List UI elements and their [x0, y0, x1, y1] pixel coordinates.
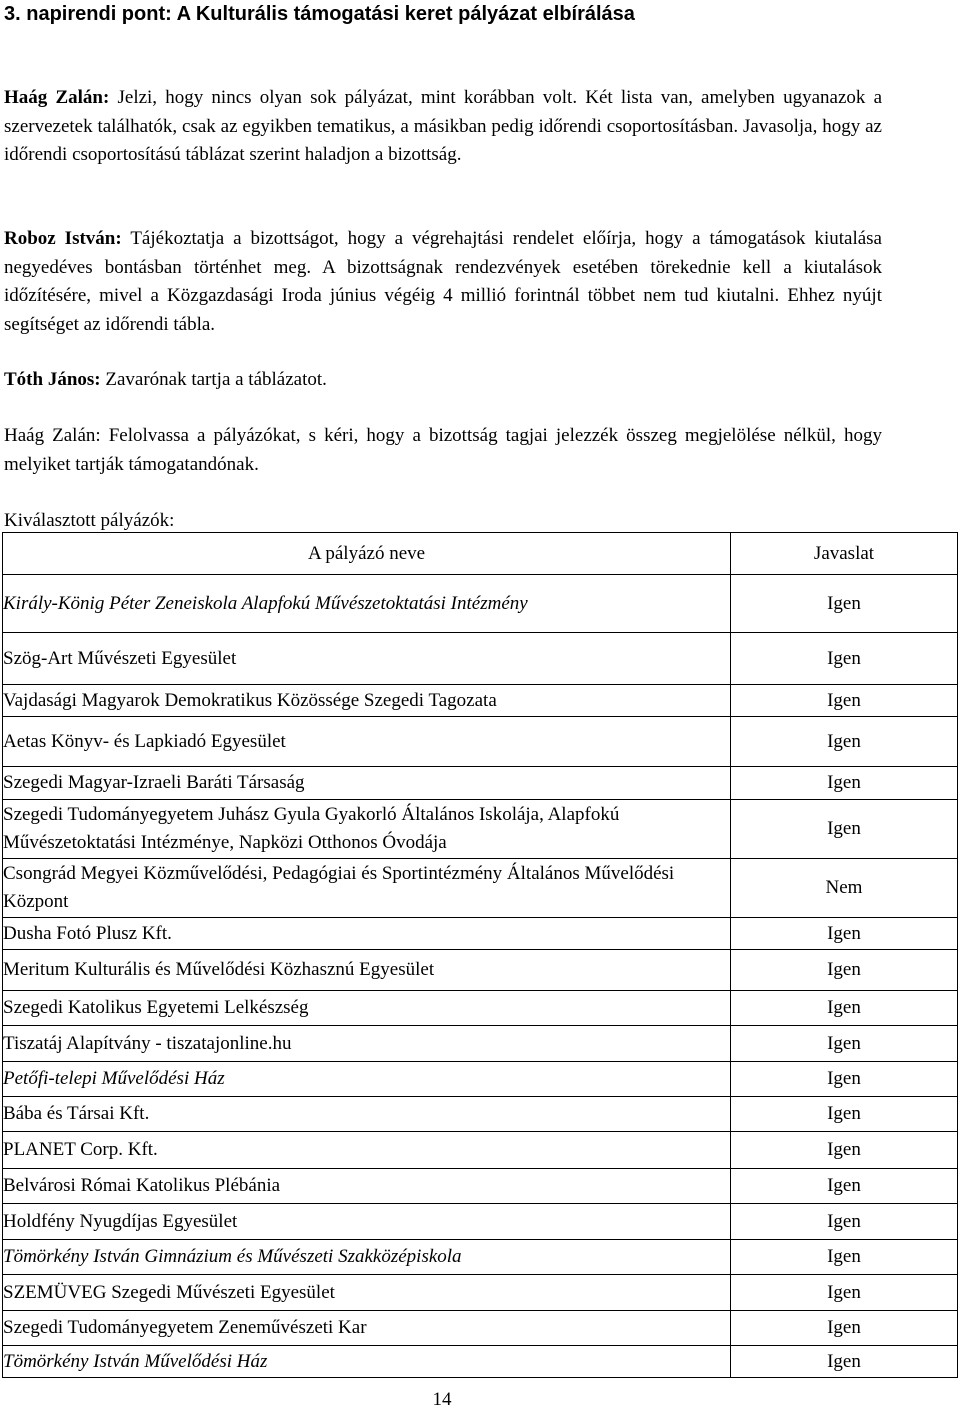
paragraph-text: Jelzi, hogy nincs olyan sok pályázat, mint korábban volt. Két lista van, amelyben ugyanazok a szervezetek találhatók, csak az egyikben tematikus, a másikban pedig időrendi csoportosításban. Javasolja, hogy az időrendi csoportosítású táblázat szerint haladjon a bizottság.	[4, 87, 883, 165]
paragraph-text: : Felolvassa a pályázókat, s kéri, hogy a bizottság tagjai jelezzék összeg megjelölése nélkül, hogy melyiket tartják támogatandónak.	[4, 425, 882, 475]
proposal-value: Igen	[731, 1132, 958, 1169]
table-row	[3, 1204, 958, 1240]
proposal-value: Igen	[731, 767, 958, 800]
applicant-name: Tömörkény István Művelődési Ház	[3, 1346, 731, 1378]
applicant-name: SZEMÜVEG Szegedi Művészeti Egyesület	[3, 1275, 731, 1311]
proposal-value: Igen	[731, 1204, 958, 1240]
proposal-value: Igen	[731, 800, 958, 859]
table-row	[3, 800, 958, 859]
proposal-value: Nem	[731, 859, 958, 918]
paragraph-toth	[4, 366, 882, 395]
paragraph-haag-1	[4, 84, 882, 170]
table-row	[3, 633, 958, 685]
proposal-value: Igen	[731, 1240, 958, 1275]
applicant-name: PLANET Corp. Kft.	[3, 1132, 731, 1169]
table-row	[3, 1097, 958, 1132]
table-row	[3, 717, 958, 767]
applicants-table	[2, 532, 958, 1378]
table-row	[3, 1275, 958, 1311]
table-row	[3, 1062, 958, 1097]
table-row	[3, 859, 958, 918]
table-header-row	[3, 533, 958, 575]
applicant-name: Király-König Péter Zeneiskola Alapfokú Művészetoktatási Intézmény	[3, 575, 731, 633]
paragraph-text: Zavarónak tartja a táblázatot.	[100, 369, 327, 390]
proposal-value: Igen	[731, 950, 958, 991]
proposal-value: Igen	[731, 1311, 958, 1346]
proposal-value: Igen	[731, 633, 958, 685]
applicant-name: Csongrád Megyei Közművelődési, Pedagógiai és Sportintézmény Általános Művelődési Központ	[3, 859, 731, 918]
header-proposal: Javaslat	[731, 533, 958, 575]
applicant-name: Tiszatáj Alapítvány - tiszatajonline.hu	[3, 1026, 731, 1062]
applicant-name: Szegedi Tudományegyetem Juhász Gyula Gyakorló Általános Iskolája, Alapfokú Művészetoktatási Intézménye, Napközi Otthonos Óvodája	[3, 800, 731, 859]
proposal-value: Igen	[731, 918, 958, 950]
table-caption: Kiválasztott pályázók:	[4, 510, 175, 531]
applicant-name: Szegedi Tudományegyetem Zeneművészeti Kar	[3, 1311, 731, 1346]
applicant-name: Bába és Társai Kft.	[3, 1097, 731, 1132]
paragraph-text: Tájékoztatja a bizottságot, hogy a végrehajtási rendelet előírja, hogy a támogatások kiutalása negyedéves bontásban történhet meg. A bizottságnak rendezvények esetében törekednie kell a kiutalások időzítésére, mivel a Közgazdasági Iroda június végéig 4 millió forintnál többet nem tud kiutalni. Ehhez nyújt segítséget az időrendi tábla.	[4, 228, 882, 335]
speaker-name: Tóth János:	[4, 369, 101, 390]
table-row	[3, 685, 958, 717]
applicant-name: Szög-Art Művészeti Egyesület	[3, 633, 731, 685]
table-row	[3, 1026, 958, 1062]
table-row	[3, 918, 958, 950]
applicant-name: Belvárosi Római Katolikus Plébánia	[3, 1169, 731, 1204]
applicant-name: Tömörkény István Gimnázium és Művészeti Szakközépiskola	[3, 1240, 731, 1275]
speaker-name: Haág Zalán:	[4, 87, 110, 108]
applicant-name: Szegedi Magyar-Izraeli Baráti Társaság	[3, 767, 731, 800]
proposal-value: Igen	[731, 1169, 958, 1204]
proposal-value: Igen	[731, 1062, 958, 1097]
table-row	[3, 767, 958, 800]
applicant-name: Petőfi-telepi Művelődési Ház	[3, 1062, 731, 1097]
header-applicant-name: A pályázó neve	[3, 533, 731, 575]
applicant-name: Meritum Kulturális és Művelődési Közhasznú Egyesület	[3, 950, 731, 991]
table-body	[3, 575, 958, 1378]
table-row	[3, 950, 958, 991]
speaker-name: Roboz István:	[4, 228, 122, 249]
proposal-value: Igen	[731, 1275, 958, 1311]
table-row	[3, 1240, 958, 1275]
applicant-name: Holdfény Nyugdíjas Egyesület	[3, 1204, 731, 1240]
page-number: 14	[432, 1389, 452, 1410]
proposal-value: Igen	[731, 1346, 958, 1378]
proposal-value: Igen	[731, 991, 958, 1026]
proposal-value: Igen	[731, 1026, 958, 1062]
proposal-value: Igen	[731, 717, 958, 767]
applicant-name: Szegedi Katolikus Egyetemi Lelkészség	[3, 991, 731, 1026]
applicant-name: Vajdasági Magyarok Demokratikus Közössége Szegedi Tagozata	[3, 685, 731, 717]
proposal-value: Igen	[731, 1097, 958, 1132]
applicant-name: Aetas Könyv- és Lapkiadó Egyesület	[3, 717, 731, 767]
table-row	[3, 991, 958, 1026]
proposal-value: Igen	[731, 575, 958, 633]
table-row	[3, 1311, 958, 1346]
table-row	[3, 575, 958, 633]
speaker-name: Haág Zalán	[4, 425, 96, 446]
table-row	[3, 1346, 958, 1378]
agenda-heading: 3. napirendi pont: A Kulturális támogatási keret pályázat elbírálása	[4, 3, 635, 25]
table-row	[3, 1132, 958, 1169]
proposal-value: Igen	[731, 685, 958, 717]
applicant-name: Dusha Fotó Plusz Kft.	[3, 918, 731, 950]
table-row	[3, 1169, 958, 1204]
paragraph-haag-2	[4, 422, 882, 479]
paragraph-roboz	[4, 225, 882, 339]
